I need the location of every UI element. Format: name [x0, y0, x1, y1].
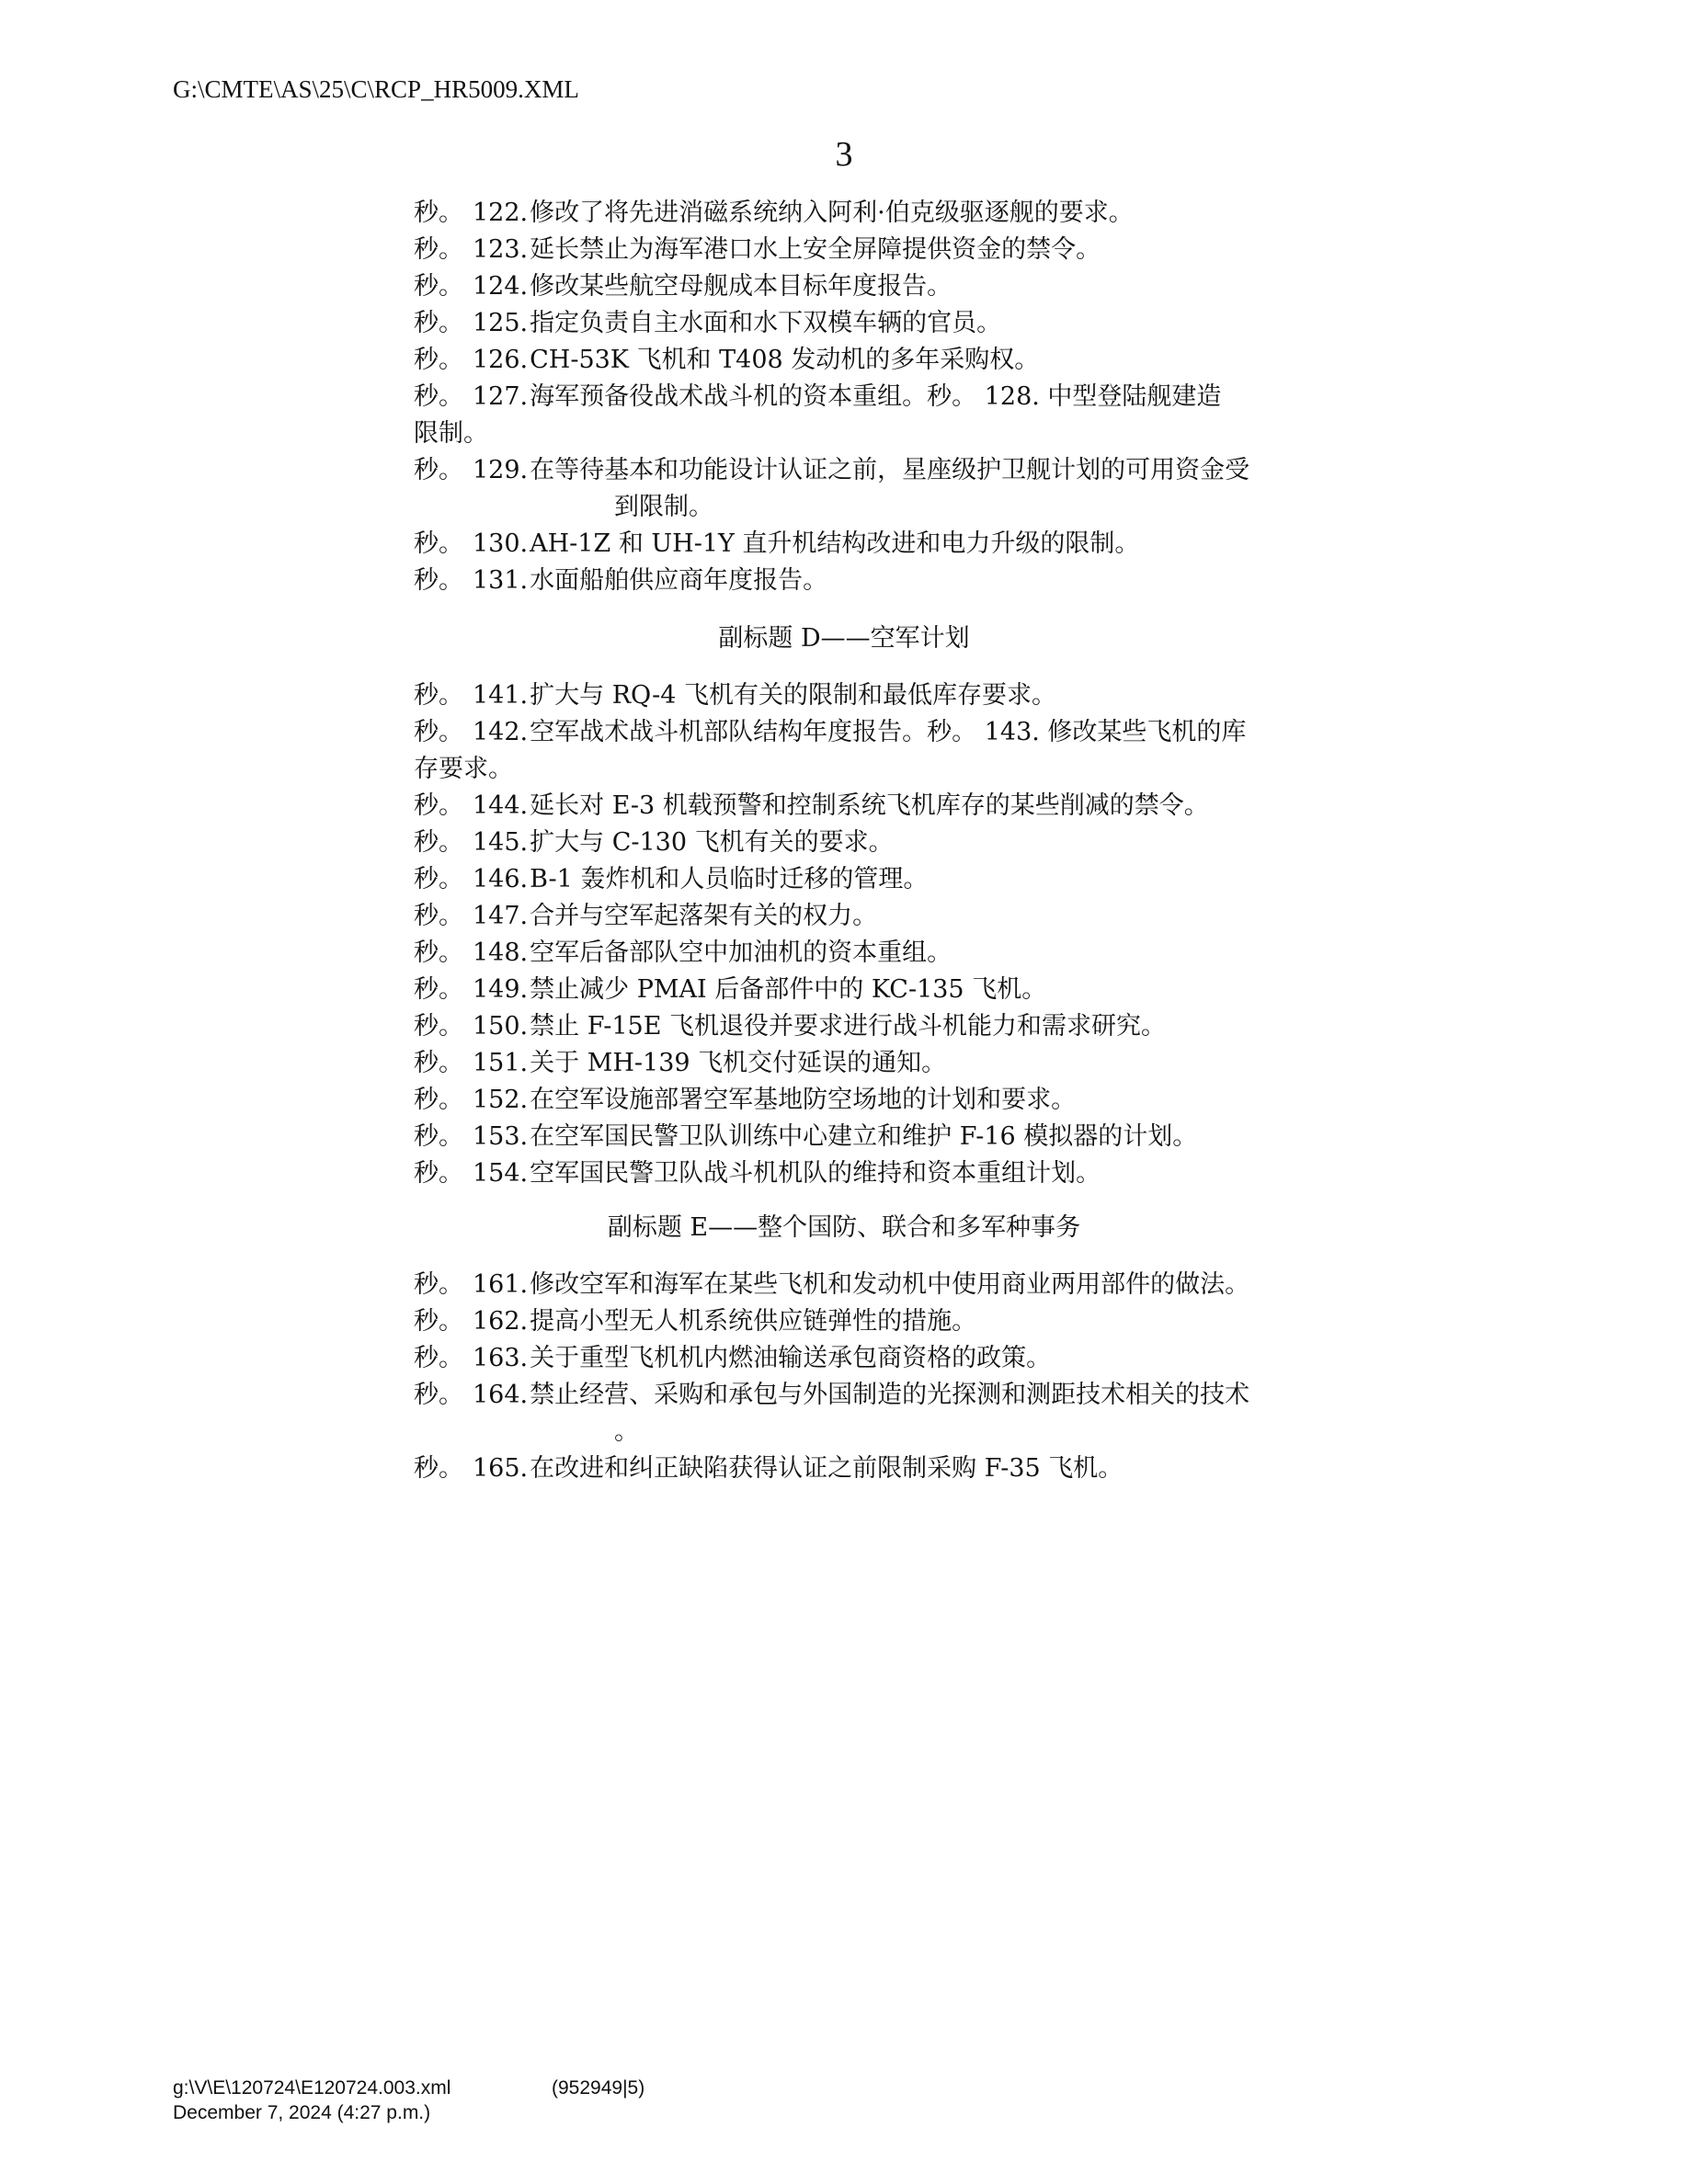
section-title: 禁止经营、采购和承包与外国制造的光探测和测距技术相关的技术: [530, 1381, 1250, 1409]
section-label: 秒。: [414, 718, 463, 746]
section-title: 在等待基本和功能设计认证之前，星座级护卫舰计划的可用资金受: [530, 456, 1250, 484]
section-number: 162.: [473, 1307, 529, 1336]
section-label: 秒。: [414, 1159, 463, 1188]
section-number: 164.: [473, 1381, 529, 1409]
footer-code: (952949|5): [552, 2077, 645, 2099]
section-number: 126.: [473, 346, 529, 374]
footer-file: g:\V\E\120724\E120724.003.xml: [173, 2077, 451, 2099]
subtitle-air-force: 副标题 D——空军计划: [718, 624, 970, 653]
section-label: 秒。: [414, 1344, 463, 1372]
section-number: 130.: [473, 529, 529, 558]
toc-block-navy: [414, 195, 1333, 599]
page-number: 3: [835, 135, 853, 174]
section-title: 在空军设施部署空军基地防空场地的计划和要求。: [530, 1086, 1077, 1114]
section-label: 秒。: [414, 938, 463, 967]
toc-entry: [414, 972, 1333, 1008]
toc-entry: [414, 305, 1333, 342]
section-number: 161.: [473, 1270, 529, 1299]
section-title: 禁止 F-15E 飞机退役并要求进行战斗机能力和需求研究。: [530, 1012, 1166, 1041]
section-title: 修改了将先进消磁系统纳入阿利·伯克级驱逐舰的要求。: [530, 199, 1134, 227]
section-number: 148.: [473, 938, 529, 967]
section-label: 秒。: [414, 346, 463, 374]
section-label: 秒。: [414, 1381, 463, 1409]
toc-entry: [414, 1267, 1333, 1303]
section-title: 延长禁止为海军港口水上安全屏障提供资金的禁令。: [530, 235, 1101, 264]
section-title: 扩大与 RQ-4 飞机有关的限制和最低库存要求。: [530, 681, 1057, 710]
section-title: 空军后备部队空中加油机的资本重组。: [530, 938, 952, 967]
section-title: 在空军国民警卫队训练中心建立和维护 F-16 模拟器的计划。: [530, 1122, 1198, 1151]
toc-entry: [414, 825, 1333, 861]
section-title: 禁止减少 PMAI 后备部件中的 KC-135 飞机。: [530, 975, 1047, 1004]
section-number: 151.: [473, 1049, 529, 1077]
toc-entry: [414, 1377, 1333, 1414]
toc-entry: [414, 1082, 1333, 1119]
section-title-continuation: 。: [614, 1417, 639, 1446]
section-number: 141.: [473, 681, 529, 710]
section-label: 秒。: [414, 382, 463, 411]
section-number: 153.: [473, 1122, 529, 1151]
section-title-continuation: 到限制。: [614, 493, 713, 521]
section-number: 154.: [473, 1159, 529, 1188]
section-number: 127.: [473, 382, 529, 411]
subtitle-defense-wide: 副标题 E——整个国防、联合和多军种事务: [607, 1213, 1081, 1242]
section-label: 秒。: [414, 529, 463, 558]
section-number: 165.: [473, 1454, 529, 1483]
section-number: 145.: [473, 828, 529, 857]
section-number: 125.: [473, 309, 529, 337]
section-label: 秒。: [414, 1012, 463, 1041]
section-label: 秒。: [414, 566, 463, 595]
section-number: 124.: [473, 272, 529, 301]
section-label: 秒。: [414, 272, 463, 301]
toc-entry: [414, 1450, 1333, 1487]
toc-block-defense-wide: [414, 1267, 1333, 1487]
toc-entry: [414, 898, 1333, 935]
section-number: 152.: [473, 1086, 529, 1114]
section-label: 秒。: [414, 681, 463, 710]
toc-entry: [414, 379, 1333, 415]
toc-entry: [414, 1008, 1333, 1045]
toc-entry: [414, 563, 1333, 599]
section-number: 163.: [473, 1344, 529, 1372]
section-title: 在改进和纠正缺陷获得认证之前限制采购 F-35 飞机。: [530, 1454, 1123, 1483]
toc-entry: [414, 1303, 1333, 1340]
section-number: 129.: [473, 456, 529, 484]
toc-entry: [414, 677, 1333, 714]
section-title: CH-53K 飞机和 T408 发动机的多年采购权。: [530, 346, 1040, 374]
section-number: 144.: [473, 791, 529, 820]
section-label: 秒。: [414, 456, 463, 484]
footer-date: December 7, 2024 (4:27 p.m.): [173, 2102, 431, 2123]
section-label: 秒。: [414, 309, 463, 337]
section-title-continuation: 存要求。: [414, 755, 513, 783]
section-label: 秒。: [414, 975, 463, 1004]
section-title: 修改空军和海军在某些飞机和发动机中使用商业两用部件的做法。: [530, 1270, 1250, 1299]
section-label: 秒。: [414, 199, 463, 227]
section-label: 秒。: [414, 235, 463, 264]
section-title: AH-1Z 和 UH-1Y 直升机结构改进和电力升级的限制。: [530, 529, 1140, 558]
toc-block-air-force: [414, 677, 1333, 1192]
section-number: 149.: [473, 975, 529, 1004]
section-label: 秒。: [414, 1122, 463, 1151]
section-title: 空军战术战斗机部队结构年度报告。秒。 143. 修改某些飞机的库: [530, 718, 1247, 746]
section-label: 秒。: [414, 1454, 463, 1483]
section-number: 122.: [473, 199, 529, 227]
section-label: 秒。: [414, 1049, 463, 1077]
toc-entry: [414, 714, 1333, 751]
section-number: 142.: [473, 718, 529, 746]
section-label: 秒。: [414, 1086, 463, 1114]
toc-entry: [414, 195, 1333, 232]
section-title: 关于重型飞机机内燃油输送承包商资格的政策。: [530, 1344, 1052, 1372]
toc-entry: [414, 1155, 1333, 1192]
toc-entry: [414, 935, 1333, 972]
header-file-path: G:\CMTE\AS\25\C\RCP_HR5009.XML: [173, 75, 579, 103]
section-title: 水面船舶供应商年度报告。: [530, 566, 828, 595]
section-label: 秒。: [414, 902, 463, 930]
section-label: 秒。: [414, 1270, 463, 1299]
toc-entry: [414, 1045, 1333, 1082]
footer: [173, 2076, 644, 2125]
toc-entry: [414, 861, 1333, 898]
section-title: 海军预备役战术战斗机的资本重组。秒。 128. 中型登陆舰建造: [530, 382, 1222, 411]
section-title: 扩大与 C-130 飞机有关的要求。: [530, 828, 894, 857]
toc-entry: [414, 232, 1333, 268]
section-title-continuation: 限制。: [414, 419, 488, 448]
section-number: 147.: [473, 902, 529, 930]
toc-entry: [414, 452, 1333, 489]
section-label: 秒。: [414, 828, 463, 857]
section-title: 延长对 E-3 机载预警和控制系统飞机库存的某些削减的禁令。: [530, 791, 1209, 820]
section-title: 指定负责自主水面和水下双模车辆的官员。: [530, 309, 1002, 337]
toc-entry: [414, 526, 1333, 563]
toc-entry: [414, 1340, 1333, 1377]
section-title: 修改某些航空母舰成本目标年度报告。: [530, 272, 952, 301]
section-number: 131.: [473, 566, 529, 595]
toc-entry: [414, 268, 1333, 305]
section-label: 秒。: [414, 791, 463, 820]
section-number: 146.: [473, 865, 529, 893]
toc-entry: [414, 1119, 1333, 1155]
section-label: 秒。: [414, 1307, 463, 1336]
toc-entry: [414, 788, 1333, 825]
toc-entry: [414, 342, 1333, 379]
section-title: 提高小型无人机系统供应链弹性的措施。: [530, 1307, 977, 1336]
section-number: 150.: [473, 1012, 529, 1041]
section-number: 123.: [473, 235, 529, 264]
section-title: 合并与空军起落架有关的权力。: [530, 902, 878, 930]
section-title: 空军国民警卫队战斗机机队的维持和资本重组计划。: [530, 1159, 1101, 1188]
section-title: 关于 MH-139 飞机交付延误的通知。: [530, 1049, 947, 1077]
section-title: B-1 轰炸机和人员临时迁移的管理。: [530, 865, 929, 893]
section-label: 秒。: [414, 865, 463, 893]
